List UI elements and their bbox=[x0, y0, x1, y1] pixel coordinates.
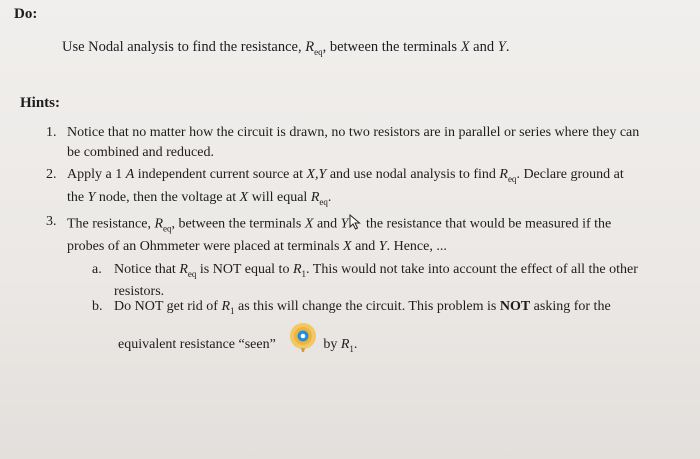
hint-text: . bbox=[327, 190, 332, 205]
hint-text: equivalent resistance “seen” bbox=[118, 337, 276, 352]
hint-text: Notice that bbox=[114, 262, 180, 277]
hint-number: 1. bbox=[46, 125, 57, 140]
hint-3-line-2 bbox=[67, 239, 447, 255]
hint-text: as this will change the circuit. This problem is bbox=[234, 299, 500, 314]
hint-1-line-1: Notice that no matter how the circuit is drawn, no two resistors are in parallel or series where they can bbox=[67, 125, 640, 140]
hint-text: will equal bbox=[248, 190, 311, 205]
hint-text: . Hence, ... bbox=[386, 239, 447, 254]
hint-text: by bbox=[319, 337, 341, 352]
subhint-letter: a. bbox=[92, 262, 102, 277]
req-symbol: R bbox=[310, 190, 320, 205]
terminals-symbol: X,Y bbox=[306, 167, 327, 182]
subhint-a-line-2: resistors. bbox=[114, 284, 165, 299]
req-symbol: R bbox=[154, 216, 164, 232]
hints-heading: Hints: bbox=[20, 95, 61, 111]
hint-text: the bbox=[67, 190, 88, 205]
req-symbol: R bbox=[499, 167, 508, 182]
hint-text: node, then the voltage at bbox=[95, 190, 240, 205]
subhint-letter: b. bbox=[92, 299, 103, 314]
eq-subscript: eq bbox=[319, 196, 328, 207]
terminal-y: Y bbox=[378, 239, 387, 254]
subhint-b-line-1 bbox=[114, 299, 611, 316]
terminal-x: X bbox=[343, 239, 352, 254]
terminal-y: Y bbox=[87, 190, 96, 205]
terminal-y: Y bbox=[340, 216, 349, 232]
hint-text: Apply a 1 bbox=[67, 167, 126, 182]
hint-1-line-2: be combined and reduced. bbox=[67, 145, 214, 160]
task-statement bbox=[62, 39, 509, 57]
eq-subscript: eq bbox=[187, 268, 197, 279]
hint-text: and bbox=[313, 216, 341, 232]
hint-text: The resistance, bbox=[67, 216, 155, 232]
r1-subscript: 1 bbox=[349, 343, 354, 354]
r1-subscript: 1 bbox=[301, 268, 307, 279]
hint-text: , between the terminals bbox=[171, 216, 305, 232]
hint-text: and bbox=[351, 239, 379, 254]
hint-text: is NOT equal to bbox=[196, 262, 293, 277]
hint-number: 3. bbox=[46, 214, 57, 229]
hint-text: asking for the bbox=[530, 299, 611, 314]
task-text: , between the terminals bbox=[322, 39, 461, 55]
r1-symbol: R bbox=[221, 299, 231, 314]
terminal-x: X bbox=[460, 39, 470, 55]
req-symbol: R bbox=[179, 262, 188, 277]
r1-subscript: 1 bbox=[230, 305, 235, 316]
terminal-x: X bbox=[239, 190, 249, 205]
hint-2-line-1 bbox=[67, 167, 624, 184]
unit-symbol: A bbox=[125, 167, 135, 182]
task-text: . bbox=[505, 39, 510, 55]
eq-subscript: eq bbox=[314, 46, 323, 57]
task-text: Use Nodal analysis to find the resistance, bbox=[62, 39, 306, 55]
hint-text: independent current source at bbox=[134, 167, 307, 182]
emphasis-not: NOT bbox=[499, 299, 531, 314]
hint-text: and use nodal analysis to find bbox=[326, 167, 500, 182]
req-symbol: R bbox=[305, 39, 315, 55]
task-text: and bbox=[469, 39, 498, 55]
lightbulb-icon[interactable] bbox=[287, 321, 319, 353]
mouse-pointer-icon bbox=[349, 214, 361, 235]
hint-number: 2. bbox=[46, 167, 57, 182]
r1-symbol: R bbox=[292, 262, 302, 277]
hint-text: the resistance that would be measured if the bbox=[362, 216, 612, 232]
do-heading: Do: bbox=[14, 6, 38, 22]
hint-text: . bbox=[353, 337, 358, 352]
hint-text: . Declare ground at bbox=[516, 167, 624, 182]
hint-3-line-1 bbox=[67, 214, 611, 235]
terminal-x: X bbox=[304, 216, 314, 232]
hint-text: . This would not take into account the effect of all the other bbox=[306, 262, 638, 277]
hint-2-line-2 bbox=[67, 190, 331, 207]
hint-text: probes of an Ohmmeter were placed at terminals bbox=[67, 239, 344, 254]
eq-subscript: eq bbox=[507, 173, 517, 184]
subhint-b-line-2 bbox=[118, 337, 357, 354]
eq-subscript: eq bbox=[163, 223, 172, 234]
hint-text: Do NOT get rid of bbox=[114, 299, 222, 314]
terminal-y: Y bbox=[497, 39, 506, 55]
subhint-a-line-1 bbox=[114, 262, 638, 279]
r1-symbol: R bbox=[340, 337, 350, 352]
